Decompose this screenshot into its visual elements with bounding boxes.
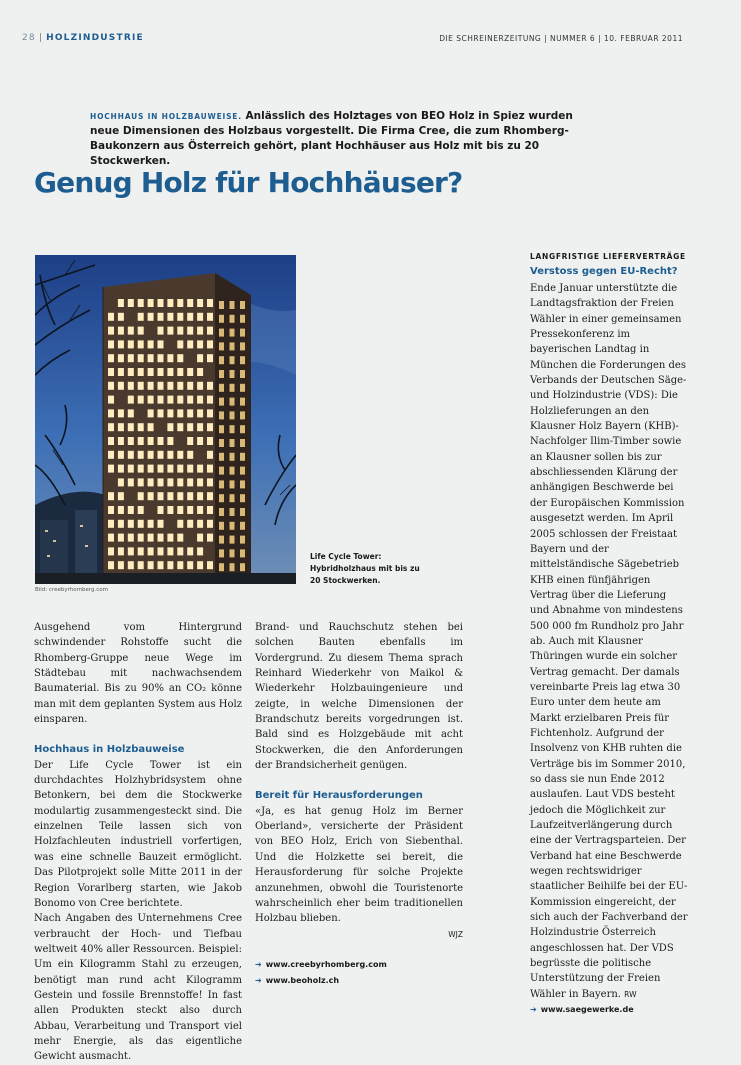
arrow-icon: ➔ [530,1005,537,1015]
lead-kicker: HOCHHAUS IN HOLZBAUWEISE. [90,112,242,121]
tower-photo [35,255,296,584]
sidebar-kicker: LANGFRISTIGE LIEFERVERTRÄGE [530,252,686,261]
subheading: Bereit für Herausforderungen [255,790,423,802]
author-signature: WJZ [448,929,463,939]
link-text: www.saegewerke.de [540,1005,634,1015]
subheading: Hochhaus in Holzbauweise [34,744,185,756]
sidebar-link[interactable] [530,1002,688,1018]
article-column-2 [255,620,463,989]
page-header-left [22,33,144,43]
arrow-icon: ➔ [255,975,262,985]
link-text: www.beoholz.ch [265,975,340,985]
article-headline: Genug Holz für Hochhäuser? [34,166,463,199]
sidebar-body: Ende Januar unterstützte die Landtagsfraktion der Freien Wähler in einer gemeinsamen Pressekonferenz im bayerischen Landtag in München die Forderungen des Verbands der Deutschen Säge- und Holzindustrie (VDS): Die Holzlieferungen an den Klausner Holz Bayern (KHB)-Nachfolger Ilim-Timber sowie an Klausner sollen bis zur abschliessenden Klärung der anhängigen Beschwerde bei der Europäischen Kommission ausgesetzt werden. Im April 2005 schlossen der Freistaat Bayern und der mittelständische Sägebetrieb KHB einen fünfjährigen Vertrag über die Lieferung und Abnahme von mindestens 500 000 fm Rundholz pro Jahr ab. Auch mit Klausner Thüringen wurde ein solcher Vertrag gemacht. Der damals vereinbarte Preis lag etwa 30 Euro unter dem heute am Markt erzielbaren Preis für Fichtenholz. Aufgrund der Insolvenz von KHB ruhten die Verträge bis im Sommer 2010, so dass sie nun Ende 2012 auslaufen. Laut VDS besteht jedoch die Möglichkeit zur Laufzeitverlängerung durch eine der Vertragsparteien. Der Verband hat eine Beschwerde wegen rechtswidriger staatlicher Beihilfe bei der EU-Kommission eingereicht, der sich auch der Fachverband der Holzindustrie Österreich angeschlossen hat. Der VDS begrüsste die politische Unterstützung der Freien Wähler in Bayern. [530,283,688,1000]
article-link[interactable] [255,957,463,973]
header-separator: | [38,33,44,43]
sidebar-text [530,281,688,1002]
link-text: www.creebyrhomberg.com [265,959,387,969]
article-link[interactable] [255,973,463,989]
article-paragraph: Nach Angaben des Unternehmens Cree verbraucht der Hoch- und Tiefbau weltweit 40% aller Ressourcen. Beispiel: Um ein Kilogramm Stahl zu erzeugen, benötigt man rund acht Kilogramm Gestein und fossile Brennstoffe! In fast allen Produkten steckt also durch Abbau, Verarbeitung und Transport viel mehr Energie, als das eigentliche Gewicht ausmacht. [34,913,242,1063]
caption-text: Hybridholzhaus mit bis zu 20 Stockwerken. [310,564,420,585]
sidebar-column [530,251,688,1018]
arrow-icon: ➔ [255,959,262,969]
section-name: HOLZINDUSTRIE [46,33,144,43]
tower-illustration [35,255,296,584]
sidebar-signature: RW [624,989,637,999]
article-column-1 [34,620,242,1065]
page-number: 28 [22,33,36,43]
article-paragraph: Ausgehend vom Hintergrund schwindender Rohstoffe sucht die Rhomberg-Gruppe neue Wege im Städtebau mit nachwachsendem Baumaterial. Bis zu 90% an CO₂ könne man mit dem geplanten System aus Holz einsparen. [34,622,242,726]
sidebar-title: Verstoss gegen EU-Recht? [530,266,678,277]
photo-credit: Bild: creebyrhomberg.com [35,587,108,593]
article-paragraph: Der Life Cycle Tower ist ein durchdachtes Holzhybridsystem ohne Betonkern, bei dem die Stockwerke modulartig zusammengesteckt sind. Die einzelnen Teile lassen sich von Holzfachleuten industriell vorfertigen, was eine schnelle Bauzeit ermöglicht. Das Pilotprojekt solle Mitte 2011 in der Region Vorarlberg starten, wie Jakob Bonomo von Cree berichtete. [34,759,242,909]
article-paragraph: «Ja, es hat genug Holz im Berner Oberland», versicherte der Präsident von BEO Holz, Erich von Siebenthal. Und die Holzkette sei bereit, die Herausforderung für solche Projekte anzunehmen, obwohl die Touristenorte wahrscheinlich eher beim traditionellen Holzbau blieben. [255,805,463,925]
caption-title: Life Cycle Tower: [310,552,382,561]
publication-info: DIE SCHREINERZEITUNG | NUMMER 6 | 10. FEBRUAR 2011 [439,34,683,43]
article-paragraph: Brand- und Rauchschutz stehen bei solchen Bauten ebenfalls im Vordergrund. Zu diesem Thema sprach Reinhard Wiederkehr von Maikol & Wiederkehr Holzbauingenieure und zeigte, in welche Dimensionen der Brandschutz bereits vorgedrungen ist. Bald sind es Holzgebäude mit acht Stockwerken, die den Anforderungen der Brandsicherheit genügen. [255,622,463,772]
photo-caption [310,551,430,587]
article-lead [90,109,580,169]
lead-text: Anlässlich des Holztages von BEO Holz in Spiez wurden neue Dimensionen des Holzbaus vorgestellt. Die Firma Cree, die zum Rhomberg-Baukonzern aus Österreich gehört, plant Hochhäuser aus Holz mit bis zu 20 Stockwerken. [90,110,573,167]
